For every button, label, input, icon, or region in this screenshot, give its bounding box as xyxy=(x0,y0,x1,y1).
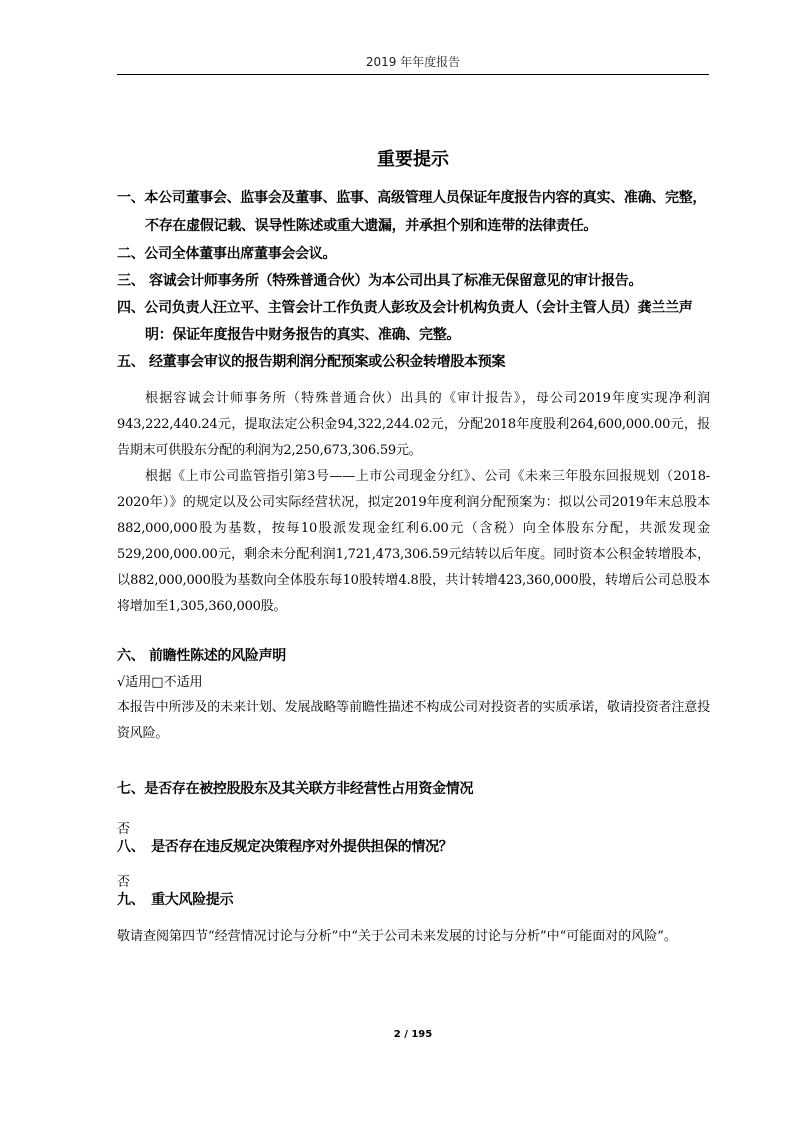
item-4-line-1: 四、公司负责人汪立平、主管会计工作负责人彭玫及会计机构负责人（会计主管人员）龚兰兰声 xyxy=(117,300,693,316)
item-1-line-2: 不存在虚假记载、误导性陈述或重大遗漏，并承担个别和连带的法律责任。 xyxy=(145,218,598,234)
section-6-heading: 六、 前瞻性陈述的风险声明 xyxy=(117,648,286,664)
distribution-paragraph: 根据《上市公司监管指引第3号——上市公司现金分红》、公司《未来三年股东回报规划（2018-2020年）》的规定以及公司实际经营状况，拟定2019年度利润分配预案为：拟以公司2019年末总股本882,000,000股为基数，按每10股派发现金红利6.00元（含税）向全体股东分配，共派发现金529,200,000.00元，剩余未分配利润1,721,473,306.59元结转以后年度。同时资本公积金转增股本，以882,000,000股为基数向全体股东每10股转增4.8股，共计转增423,360,000股，转增后公司总股本将增加至1,305,360,000股。 xyxy=(117,469,710,614)
risk-statement-body: 本报告中所涉及的未来计划、发展战略等前瞻性描述不构成公司对投资者的实质承诺，敬请投资者注意投资风险。 xyxy=(117,700,710,741)
item-4-line-2: 明：保证年度报告中财务报告的真实、准确、完整。 xyxy=(145,327,461,343)
section-9-body: 敬请查阅第四节“经营情况讨论与分析”中“关于公司未来发展的讨论与分析”中“可能面对的风险”。 xyxy=(117,929,677,944)
profit-paragraph: 根据容诚会计师事务所（特殊普通合伙）出具的《审计报告》，母公司2019年度实现净利润943,222,440.24元，提取法定公积金94,322,244.02元，分配2018年度股利264,600,000.00元，报告期末可供股东分配的利润为2,250,673,306.59元。 xyxy=(117,391,710,458)
item-2: 二、公司全体董事出席董事会会议。 xyxy=(117,246,337,262)
section-7-answer: 否 xyxy=(117,822,131,837)
running-header: 2019 年年度报告 xyxy=(365,55,461,69)
section-9-heading: 九、 重大风险提示 xyxy=(117,892,234,908)
page-number: 2 / 195 xyxy=(393,1029,433,1040)
page-title: 重要提示 xyxy=(377,149,449,170)
applicability-note: √适用□不适用 xyxy=(117,675,203,690)
item-1-line-1: 一、本公司董事会、监事会及董事、监事、高级管理人员保证年度报告内容的真实、准确、完整， xyxy=(117,190,707,206)
header-divider xyxy=(117,74,709,75)
item-5: 五、 经董事会审议的报告期利润分配预案或公积金转增股本预案 xyxy=(117,354,506,370)
section-7-heading: 七、是否存在被控股股东及其关联方非经营性占用资金情况 xyxy=(117,781,474,797)
item-3: 三、 容诚会计师事务所（特殊普通合伙）为本公司出具了标准无保留意见的审计报告。 xyxy=(117,273,643,289)
section-8-answer: 否 xyxy=(117,875,131,890)
section-8-heading: 八、 是否存在违反规定决策程序对外提供担保的情况？ xyxy=(117,839,453,855)
